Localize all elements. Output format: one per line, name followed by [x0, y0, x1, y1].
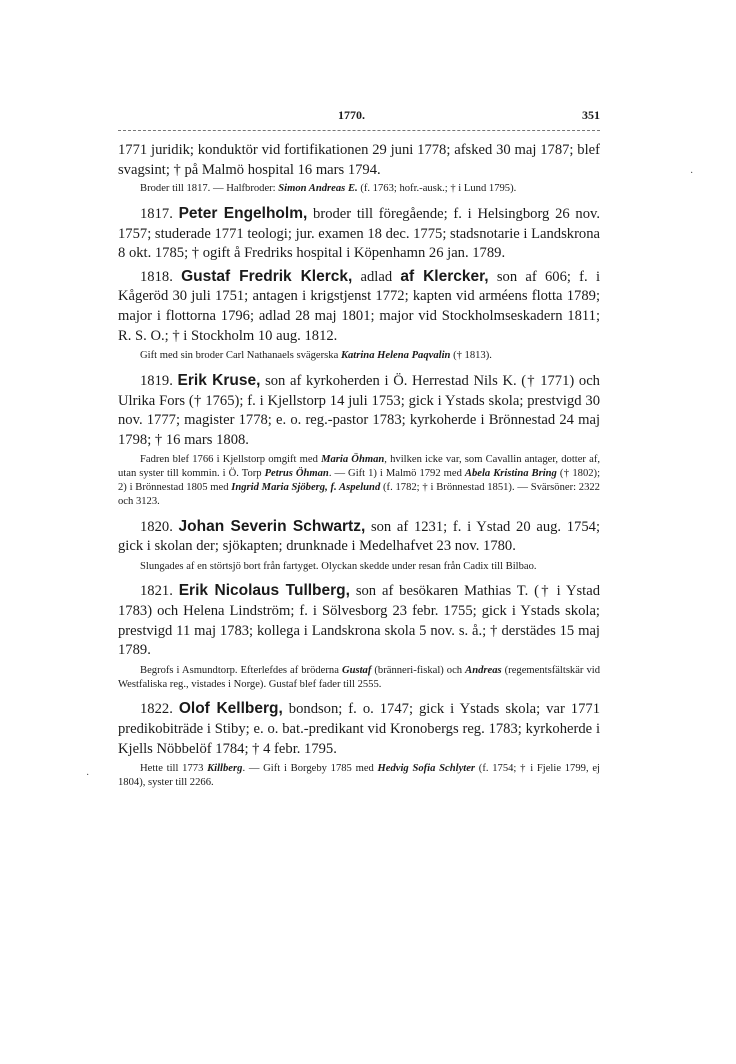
entry-number: 1820.	[140, 518, 173, 535]
entry-number: 1819.	[140, 372, 173, 389]
note-name: Killberg	[207, 763, 243, 775]
biography-entry	[118, 581, 600, 660]
note-name: Hedvig Sofia Schlyter	[377, 763, 476, 775]
note-text: (bränneri-fiskal) och	[371, 664, 466, 676]
person-name: Peter Engelholm,	[178, 204, 308, 222]
person-name: Erik Nicolaus Tullberg,	[178, 582, 350, 600]
biography-entry	[118, 699, 600, 759]
note-text: Fadren blef 1766 i Kjellstorp omgift med	[140, 454, 322, 466]
running-head	[118, 108, 600, 126]
note-name: Maria Öhman	[321, 454, 385, 466]
entry-note	[118, 453, 600, 508]
page-number: 351	[582, 108, 600, 122]
running-head-year: 1770.	[338, 108, 365, 122]
note-text: . — Gift i Borgeby 1785 med	[242, 763, 378, 775]
book-page	[118, 108, 600, 798]
person-name: Gustaf Fredrik Klerck,	[181, 267, 353, 285]
note-text: (f. 1782; † i Brönnestad 1851). — Svärsöner: 2322 och 3123.	[118, 481, 600, 507]
biography-entry	[118, 267, 600, 346]
ennobled-name: af Klercker,	[400, 267, 489, 285]
note-text: († 1813).	[450, 350, 492, 362]
margin-dot: ·	[690, 168, 694, 179]
entry-note	[118, 182, 600, 196]
entry-text: son af 606; f. i Kågeröd 30 juli 1751; antagen i krigstjenst 1772; kapten vid arméens flotta 1789; major i flottorna 1796; adlad 28 maj 1801; major vid Stockholmseskadern 1811; R. S. O.; † i Stockholm 10 aug. 1812.	[118, 268, 601, 344]
entry-text: son af besökaren Mathias T. († i Ystad 1783) och Helena Lindström; f. i Sölvesborg 23 febr. 1755; gick i Ystads skola; prestvigd 11 maj 1783; kollega i Landskrona skola 5 nov. s. å.; † derstädes 15 maj 1789.	[118, 583, 601, 659]
note-text: (regementsfältskär vid Westfaliska reg., vistades i Norge). Gustaf blef fader till 2555.	[118, 664, 601, 690]
biography-entry	[118, 517, 600, 557]
note-name: Katrina Helena Paqvalin	[340, 350, 451, 362]
margin-dot: ·	[86, 770, 90, 781]
note-name: Abela Kristina Bring	[464, 468, 557, 480]
entry-number: 1817.	[140, 205, 173, 222]
note-text: , hvilken icke var, som Cavallin antager, dotter af, utan syster till kommin. i Ö. Torp	[118, 454, 601, 480]
note-name: Ingrid Maria Sjöberg, f. Aspelund	[231, 481, 381, 493]
entry-text: broder till föregående; f. i Helsingborg 26 nov. 1757; studerade 1771 teologi; jur. examen 18 dec. 1775; stadsnotarie i Landskrona 8 okt. 1785; † ogift å Fredriks hospital i Köpenhamn 26 jan. 1789.	[118, 205, 600, 262]
note-text: Gift med sin broder Carl Nathanaels svägerska	[140, 350, 341, 362]
note-text: Slungades af en störtsjö bort från fartyget. Olyckan skedde under resan från Cadix till Bilbao.	[140, 560, 537, 572]
note-text: . — Gift 1) i Malmö 1792 med	[328, 468, 465, 480]
entry-text: bondson; f. o. 1747; gick i Ystads skola; var 1771 predikobiträde i Stiby; e. o. bat.-predikant vid Kronobergs reg. 1783; kyrkoherde i Kjells Nöbbelöf 1784; † 4 febr. 1795.	[118, 701, 600, 757]
note-text: (f. 1763; hofr.-ausk.; † i Lund 1795).	[357, 183, 517, 195]
entry-text: son af kyrkoherden i Ö. Herrestad Nils K. († 1771) och Ulrika Fors († 1765); f. i Kjellstorp 14 juli 1753; gick i Ystads skola; prestvigd 30 nov. 1777; magister 1778; e. o. reg.-pastor 1783; kyrkoherde i Brönnestad 24 maj 1798; † 16 mars 1808.	[118, 372, 600, 448]
paragraph-continued: 1771 juridik; konduktör vid fortifikationen 29 juni 1778; afsked 30 maj 1787; blef svagsint; † på Malmö hospital 16 mars 1794.	[118, 142, 600, 178]
note-name: Petrus Öhman	[264, 468, 329, 480]
entry-note	[118, 560, 600, 574]
entry-note	[118, 762, 600, 790]
biography-entry	[118, 371, 600, 450]
biography-entry	[118, 204, 600, 264]
note-name: Gustaf	[341, 664, 372, 676]
header-rule	[118, 130, 600, 131]
note-text: Begrofs i Asmundtorp. Efterlefdes af bröderna	[140, 664, 342, 676]
entry-number: 1821.	[140, 583, 173, 600]
note-text: († 1802); 2) i Brönnestad 1805 med	[118, 468, 601, 493]
person-name: Erik Kruse,	[177, 371, 261, 389]
note-text: (f. 1754; † i Fjelie 1799, ej 1804), syster till 2266.	[118, 763, 600, 789]
entry-text: adlad	[352, 268, 401, 285]
note-text: Broder till 1817. — Halfbroder:	[140, 183, 279, 195]
note-text: Hette till 1773	[140, 763, 208, 775]
person-name: Olof Kellberg,	[178, 700, 283, 718]
note-name: Andreas	[465, 664, 502, 676]
entry-number: 1822.	[140, 701, 173, 718]
entry-text: son af 1231; f. i Ystad 20 aug. 1754; gick i skolan der; sjökapten; drunknade i Medelhafvet 23 nov. 1780.	[118, 518, 600, 555]
page-body	[118, 141, 600, 790]
entry-number: 1818.	[140, 268, 173, 285]
entry-note	[118, 349, 600, 363]
note-name: Simon Andreas E.	[278, 183, 358, 195]
entry-note	[118, 664, 600, 692]
person-name: Johan Severin Schwartz,	[178, 517, 366, 535]
